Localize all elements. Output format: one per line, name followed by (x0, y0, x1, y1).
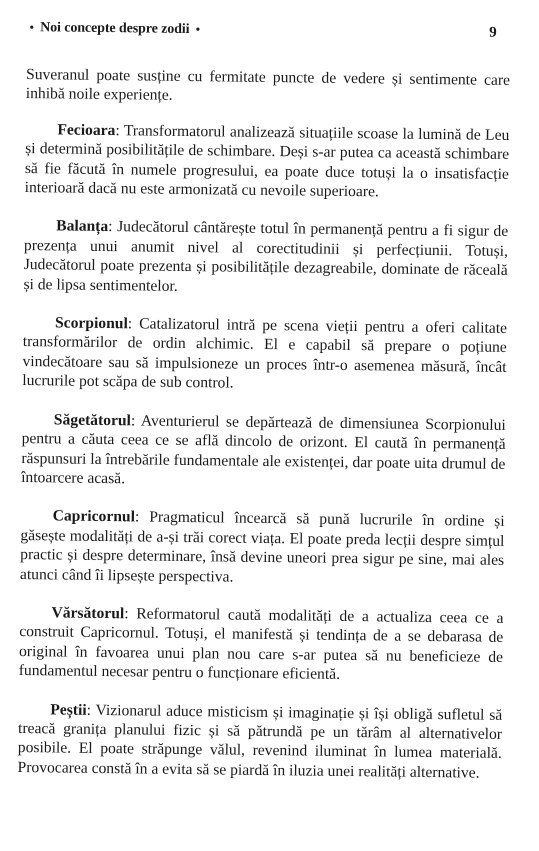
page-header (26, 19, 510, 51)
paragraph-capricornul (20, 506, 505, 590)
sign-name-fecioara: Fecioara (57, 121, 116, 139)
intro-paragraph: Suveranul poate susține cu fermitate puncte de vedere și sentimente care inhibă noile experiențe. (25, 66, 511, 105)
paragraph-varsatorul (19, 603, 504, 687)
paragraph-pestii (17, 700, 502, 784)
sign-text: : Catalizatorul intră pe scena vieții pentru a oferi calitate transformărilor de ordin alchimic. El e capabil să prepare o poțiune vindecătoare sau să impulsioneze un proces într-o asemenea măsură, încât lucrurile pot scăpa de sub control. (22, 315, 508, 392)
paragraph-scorpionul (22, 313, 507, 397)
running-title: Noi concepte despre zodii (40, 20, 190, 38)
paragraph-balanta (23, 216, 508, 300)
sign-name-capricornul: Capricornul (52, 507, 136, 526)
sign-name-scorpionul: Scorpionul (54, 314, 128, 333)
page-body (17, 65, 510, 783)
running-head (27, 20, 203, 38)
bullet-icon: • (29, 20, 34, 35)
page-number: 9 (489, 24, 497, 41)
paragraph-sagetatorul (21, 410, 506, 494)
sign-name-balanta: Balanța (56, 217, 109, 236)
sign-name-sagetatorul: Săgetătorul (53, 411, 132, 430)
sign-text: : Vizionarul aduce misticism și imaginație și își obligă sufletul să treacă granița planului fizic și să pătrundă pe un tărâm al alternativelor posibile. El poate străpunge vălul, revenind iluminat în lumea materială. Provocarea constă în a evita să se piardă în iluzia unei realități alternative. (17, 701, 503, 782)
sign-text: : Pragmaticul încearcă să pună lucrurile în ordine și găsește modalități de a-și trăi corect viața. El poate preda lecții despre simțul practic și despre determinare, însă devine uneori prea sigur pe sine, mai ales atunci când îi lipsește perspectiva. (19, 508, 505, 586)
paragraph-fecioara (25, 120, 510, 204)
sign-text: : Transformatorul analizează situațiile scoase la lumină de Leu și determină posibilitățile de schimbare. Deși s-ar putea ca această schimbare să fie făcută în numele progresului, ea poate duce totuși la o insatisfacție interioară dacă nu este armonizată cu nevoile superioare. (24, 121, 510, 201)
sign-name-varsatorul: Vărsătorul (51, 604, 125, 623)
sign-text: : Judecătorul cântărește totul în permanență pentru a fi sigur de prezența unui anumit nivel al corectitudinii și perfecțiunii. Totuși, Judecătorul poate prezenta și posibilitățile dezagreabile, dominate de răceală și de lipsa sentimentelor. (23, 218, 509, 295)
sign-text: : Reformatorul caută modalități de a actualiza ceea ce a construit Capricornul. Totuși, el manifestă și tendința de a se debarasa de original în favoarea unui plan nou care s-ar putea să nu beneficieze de fundamentul necesar pentru o funcționare eficientă. (18, 605, 504, 684)
bullet-icon: • (195, 22, 201, 37)
sign-name-pestii: Peștii (50, 700, 87, 719)
sign-text: : Aventurierul se depărtează de dimensiunea Scorpionului pentru a căuta ceea ce se află dincolo de orizont. El caută în permanență răspunsuri la întrebările fundamentale ale existenței, dar poate uita drumul de întoarcere acasă. (21, 412, 506, 488)
